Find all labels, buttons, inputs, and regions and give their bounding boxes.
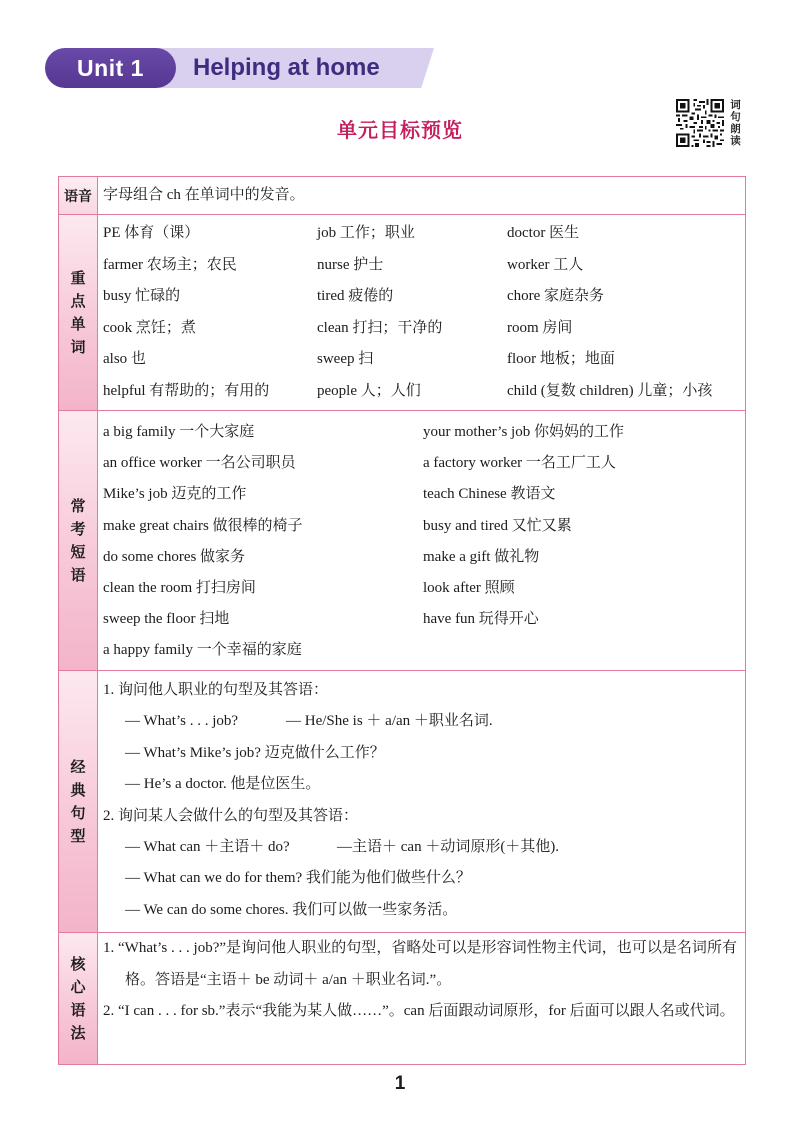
page-title: 单元目标预览 [337, 118, 463, 142]
grammar-row [59, 933, 745, 1064]
phrases-row [59, 411, 745, 671]
word-item: child (复数 children) 儿童；小孩 [507, 382, 713, 399]
key-words-label: 重点单词 [70, 268, 86, 356]
word-item: cook 烹饪；煮 [103, 319, 196, 336]
phrase-item: do some chores 做家务 [103, 548, 246, 565]
pattern-question: — What’s . . . job? [125, 713, 239, 730]
grammar-label: 核心语法 [70, 954, 86, 1042]
word-item: busy 忙碌的 [103, 288, 181, 304]
phrase-item: your mother’s job 你妈妈的工作 [423, 424, 624, 440]
example-line: — He’s a doctor. 他是位医生。 [125, 776, 321, 793]
word-item: helpful 有帮助的；有用的 [103, 382, 270, 399]
word-item: also 也 [103, 351, 146, 367]
word-item: clean 打扫；干净的 [317, 319, 443, 336]
phrase-item: sweep the floor 扫地 [103, 611, 230, 628]
word-item: room 房间 [507, 319, 573, 336]
pattern-answer: — He/She is ＋ a/an ＋职业名词. [286, 713, 493, 730]
page-number: 1 [394, 1073, 406, 1094]
pattern-group-title: 1. 询问他人职业的句型及其答语： [103, 682, 329, 698]
grammar-item: 1. “What’s . . . job?”是询问他人职业的句型，省略处可以是形容词性物主代词，也可以是名词所有格。答语是“主语＋ be 动词＋ a/an ＋职业名词.”。 [103, 940, 737, 988]
pattern-question: — What can ＋主语＋ do? [125, 839, 290, 856]
phrases-label: 常考短语 [70, 496, 86, 584]
sentence-patterns [103, 671, 745, 926]
pattern-line [103, 706, 745, 737]
phrase-item: busy and tired 又忙又累 [423, 517, 572, 534]
phrase-item: a factory worker 一名工厂工人 [423, 455, 616, 472]
unit-overview-table [58, 176, 746, 1065]
qr-code-icon [676, 99, 724, 147]
unit-badge: Unit 1 [45, 48, 176, 88]
phrase-item: a big family 一个大家庭 [103, 424, 255, 440]
qr-caption: 词句朗读 [730, 99, 741, 147]
grammar-notes [103, 933, 745, 1028]
unit-title: Helping at home [193, 54, 380, 81]
phrase-item: teach Chinese 教语文 [423, 486, 556, 503]
phrase-item: a happy family 一个幸福的家庭 [103, 642, 302, 659]
word-item: job 工作；职业 [317, 225, 415, 241]
phrase-item: an office worker 一名公司职员 [103, 455, 296, 472]
phrase-item: Mike’s job 迈克的工作 [103, 486, 247, 503]
example-line: — What can we do for them? 我们能为他们做些什么？ [125, 870, 471, 887]
pattern-answer: —主语＋ can ＋动词原形(＋其他). [337, 839, 560, 856]
key-words-label-cell [59, 215, 98, 410]
key-words-list [103, 215, 745, 407]
word-item: floor 地板；地面 [507, 351, 615, 367]
grammar-item: 2. “I can . . . for sb.”表示“我能为某人做……”。can 后面跟动词原形，for 后面可以跟人名或代词。 [103, 1003, 735, 1019]
grammar-label-cell [59, 933, 98, 1064]
phrase-item: clean the room 打扫房间 [103, 580, 256, 597]
word-item: people 人；人们 [317, 382, 421, 399]
word-item: PE 体育（课） [103, 225, 200, 241]
pattern-group-title: 2. 询问某人会做什么的句型及其答语： [103, 807, 359, 824]
phrases-label-cell [59, 411, 98, 670]
example-line: — We can do some chores. 我们可以做一些家务活。 [125, 901, 458, 918]
sentences-label: 经典句型 [70, 757, 86, 845]
phrases-list [103, 411, 745, 667]
word-item: nurse 护士 [317, 256, 384, 273]
word-item: tired 疲倦的 [317, 288, 394, 304]
phrase-item: make great chairs 做很棒的椅子 [103, 517, 303, 534]
sentences-row [59, 671, 745, 933]
word-item: chore 家庭杂务 [507, 288, 605, 304]
key-words-row [59, 215, 745, 411]
phrase-item: have fun 玩得开心 [423, 611, 539, 628]
phrase-item: make a gift 做礼物 [423, 548, 540, 565]
example-line: — What’s Mike’s job? 迈克做什么工作？ [125, 744, 385, 761]
pronunciation-text: 字母组合 ch 在单词中的发音。 [103, 187, 305, 203]
phrase-item: look after 照顾 [423, 580, 515, 597]
word-item: doctor 医生 [507, 225, 580, 241]
pronunciation-label-cell [59, 177, 98, 214]
pattern-line [103, 832, 745, 863]
word-item: farmer 农场主；农民 [103, 256, 237, 273]
pronunciation-label: 语音 [64, 188, 92, 205]
word-item: worker 工人 [507, 256, 584, 273]
word-item: sweep 扫 [317, 351, 374, 367]
pronunciation-row [59, 177, 745, 215]
sentences-label-cell [59, 671, 98, 932]
